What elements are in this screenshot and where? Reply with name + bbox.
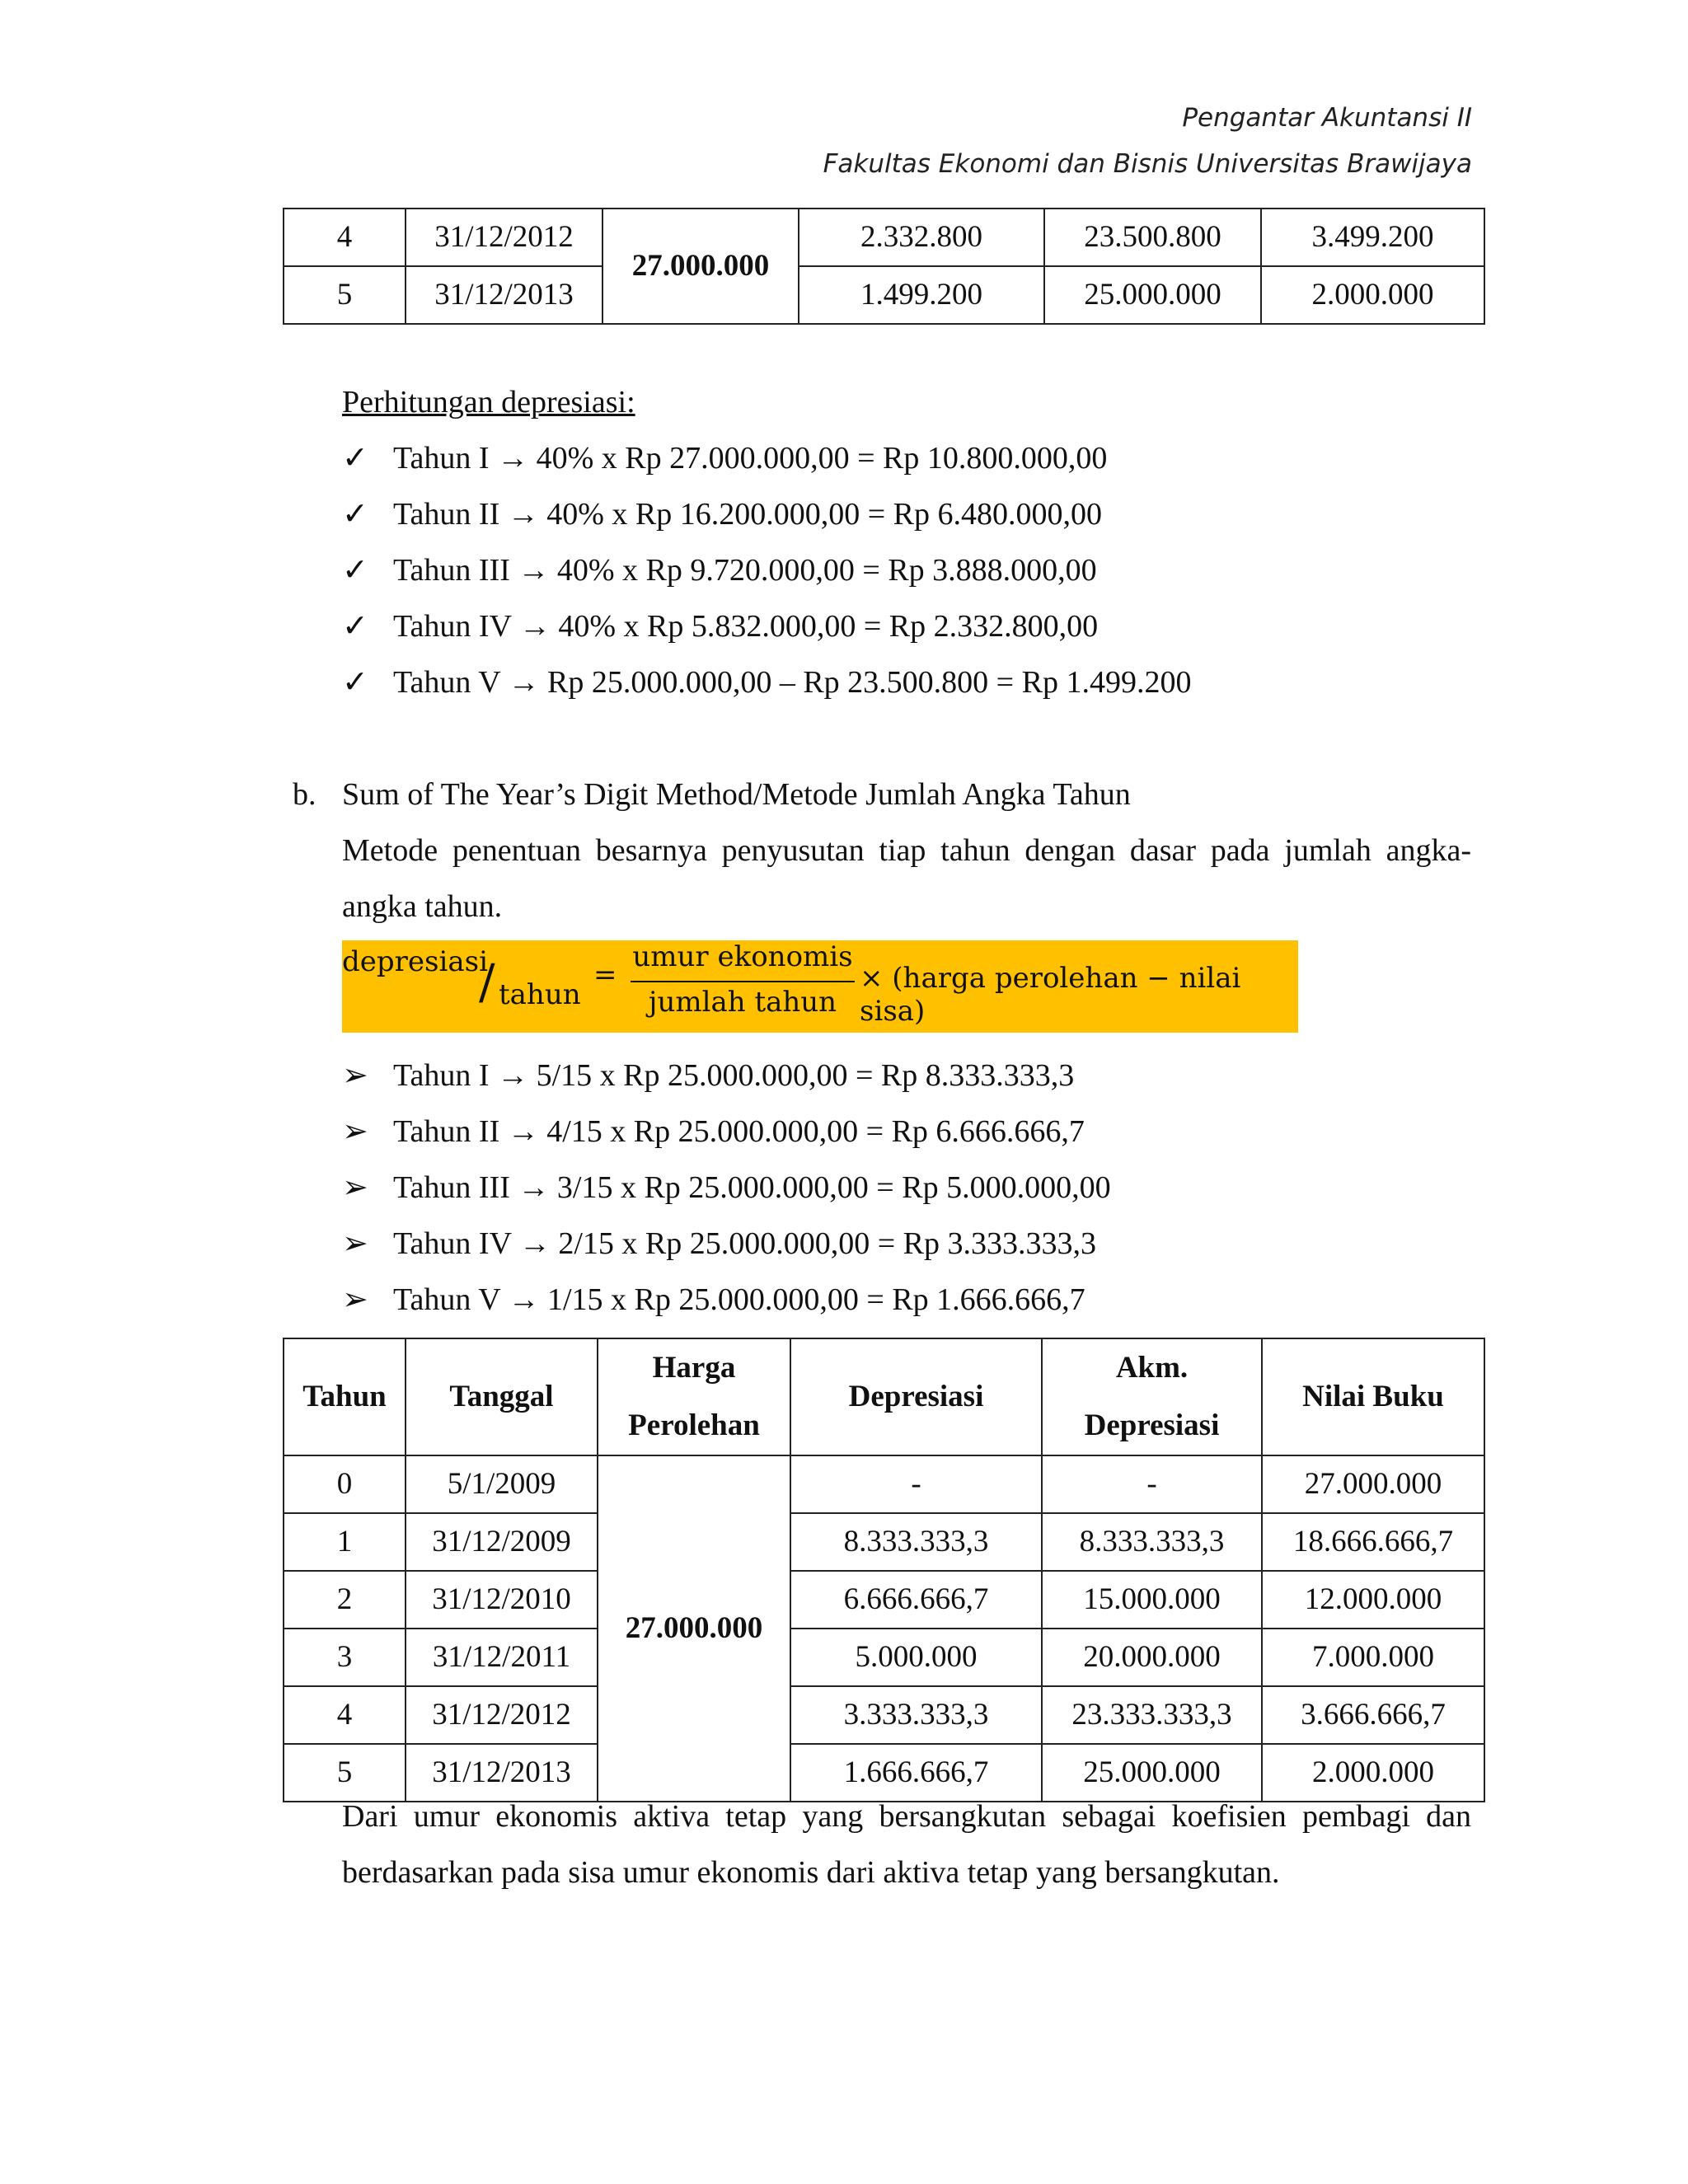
cell-tahun: 5 [284,1744,406,1802]
table-row [284,1513,1484,1571]
formula-rhs: × (harga perolehan − nilai sisa) [860,962,1241,1028]
cell-akm-depresiasi: - [1042,1455,1262,1513]
header-faculty: Fakultas Ekonomi dan Bisnis Universitas Brawijaya [823,149,1472,179]
arrow-bullet-icon: ➢ [342,1114,368,1149]
header-tanggal: Tanggal [406,1338,598,1455]
fraction-bar [631,981,855,982]
cell-tanggal: 31/12/2009 [406,1513,598,1571]
list-item [342,654,1191,710]
arrow-bullet-icon: ➢ [342,1226,368,1261]
header-akm-depresiasi [1042,1338,1262,1455]
list-item [342,1104,1111,1160]
list-item-text: Tahun II → 40% x Rp 16.200.000,00 = Rp 6.480.000,00 [393,497,1103,532]
cell-depresiasi: 8.333.333,3 [790,1513,1042,1571]
cell-tahun: 4 [284,1686,406,1744]
syd-formula [342,940,1298,1033]
perhitungan-title: Perhitungan depresiasi: [342,385,635,419]
check-icon: ✓ [342,665,368,700]
cell-nilai-buku: 12.000.000 [1262,1571,1484,1629]
list-item-text: Tahun II → 4/15 x Rp 25.000.000,00 = Rp 6.666.666,7 [393,1114,1085,1149]
list-item [342,542,1191,598]
section-b-marker: b. [293,777,316,812]
cell-tahun: 4 [284,209,406,266]
list-item [342,486,1191,542]
list-item-text: Tahun IV → 2/15 x Rp 25.000.000,00 = Rp 3.333.333,3 [393,1226,1097,1261]
list-item-text: Tahun I → 5/15 x Rp 25.000.000,00 = Rp 8.333.333,3 [393,1058,1075,1093]
cell-akm-depresiasi: 25.000.000 [1044,266,1261,324]
check-icon: ✓ [342,497,368,532]
check-icon: ✓ [342,609,368,644]
list-item-text: Tahun V → Rp 25.000.000,00 – Rp 23.500.800 = Rp 1.499.200 [393,665,1192,700]
header-depresiasi: Depresiasi [790,1338,1042,1455]
list-item-text: Tahun IV → 40% x Rp 5.832.000,00 = Rp 2.332.800,00 [393,609,1099,644]
cell-tahun: 2 [284,1571,406,1629]
formula-numerator: umur ekonomis [632,940,853,973]
cell-tanggal: 5/1/2009 [406,1455,598,1513]
cell-akm-depresiasi: 15.000.000 [1042,1571,1262,1629]
list-item [342,1047,1111,1104]
cell-tanggal: 31/12/2012 [406,209,603,266]
cell-nilai-buku: 27.000.000 [1262,1455,1484,1513]
formula-denominator: jumlah tahun [648,986,837,1019]
header-akm-line2: Depresiasi [1084,1408,1220,1442]
cell-nilai-buku: 18.666.666,7 [1262,1513,1484,1571]
section-b-title: Sum of The Year’s Digit Method/Metode Jumlah Angka Tahun [342,777,1131,812]
cell-nilai-buku: 2.000.000 [1261,266,1484,324]
cell-depresiasi: 1.499.200 [799,266,1044,324]
cell-tanggal: 31/12/2011 [406,1629,598,1686]
list-item-text: Tahun I → 40% x Rp 27.000.000,00 = Rp 10.800.000,00 [393,441,1108,476]
cell-tahun: 5 [284,266,406,324]
table-row [284,266,1484,324]
list-item-text: Tahun III → 3/15 x Rp 25.000.000,00 = Rp 5.000.000,00 [393,1170,1111,1205]
list-item [342,1272,1111,1328]
table-row [284,1455,1484,1513]
cell-depresiasi: 3.333.333,3 [790,1686,1042,1744]
section-b-description: Metode penentuan besarnya penyusutan tiap tahun dengan dasar pada jumlah angka-angka tahun. [342,833,1471,924]
table-row [284,1571,1484,1629]
syd-list [342,1047,1111,1328]
table-header-row [284,1338,1484,1455]
cell-tahun: 0 [284,1455,406,1513]
check-icon: ✓ [342,553,368,588]
cell-depresiasi: 6.666.666,7 [790,1571,1042,1629]
list-item [342,430,1191,486]
cell-akm-depresiasi: 8.333.333,3 [1042,1513,1262,1571]
cell-depresiasi: 1.666.666,7 [790,1744,1042,1802]
list-item-text: Tahun III → 40% x Rp 9.720.000,00 = Rp 3.888.000,00 [393,553,1097,588]
formula-slash: / [479,954,495,1010]
syd-table [283,1338,1485,1802]
cell-tanggal: 31/12/2012 [406,1686,598,1744]
page-header [823,95,1472,187]
cell-tahun: 1 [284,1513,406,1571]
cell-akm-depresiasi: 23.333.333,3 [1042,1686,1262,1744]
check-icon: ✓ [342,441,368,476]
cell-nilai-buku: 7.000.000 [1262,1629,1484,1686]
cell-harga-perolehan: 27.000.000 [598,1455,790,1802]
header-harga-line1: Harga [652,1351,736,1385]
arrow-bullet-icon: ➢ [342,1058,368,1093]
list-item-text: Tahun V → 1/15 x Rp 25.000.000,00 = Rp 1.666.666,7 [393,1282,1085,1317]
formula-lhs-top: depresiasi [342,945,488,978]
table-row [284,209,1484,266]
cell-harga-perolehan: 27.000.000 [603,209,799,324]
table-row [284,1629,1484,1686]
cell-tanggal: 31/12/2010 [406,1571,598,1629]
cell-depresiasi: 5.000.000 [790,1629,1042,1686]
cell-nilai-buku: 2.000.000 [1262,1744,1484,1802]
cell-tanggal: 31/12/2013 [406,1744,598,1802]
cell-akm-depresiasi: 25.000.000 [1042,1744,1262,1802]
list-item [342,1216,1111,1272]
formula-equals: = [593,958,617,991]
cell-nilai-buku: 3.499.200 [1261,209,1484,266]
cell-depresiasi: - [790,1455,1042,1513]
ddb-table-continued [283,208,1485,325]
perhitungan-list [342,430,1191,710]
header-harga-perolehan [598,1338,790,1455]
header-tahun: Tahun [284,1338,406,1455]
cell-tanggal: 31/12/2013 [406,266,603,324]
header-akm-line1: Akm. [1115,1351,1189,1385]
cell-akm-depresiasi: 20.000.000 [1042,1629,1262,1686]
header-nilai-buku: Nilai Buku [1262,1338,1484,1455]
cell-akm-depresiasi: 23.500.800 [1044,209,1261,266]
list-item [342,1160,1111,1216]
cell-tahun: 3 [284,1629,406,1686]
formula-lhs-bottom: tahun [499,978,581,1011]
list-item [342,598,1191,654]
header-harga-line2: Perolehan [628,1408,760,1442]
closing-paragraph: Dari umur ekonomis aktiva tetap yang bersangkutan sebagai koefisien pembagi dan berdasarkan pada sisa umur ekonomis dari aktiva tetap yang bersangkutan. [342,1799,1471,1890]
header-course: Pengantar Akuntansi II [1182,103,1472,133]
cell-nilai-buku: 3.666.666,7 [1262,1686,1484,1744]
arrow-bullet-icon: ➢ [342,1170,368,1205]
cell-depresiasi: 2.332.800 [799,209,1044,266]
arrow-bullet-icon: ➢ [342,1282,368,1317]
table-row [284,1686,1484,1744]
